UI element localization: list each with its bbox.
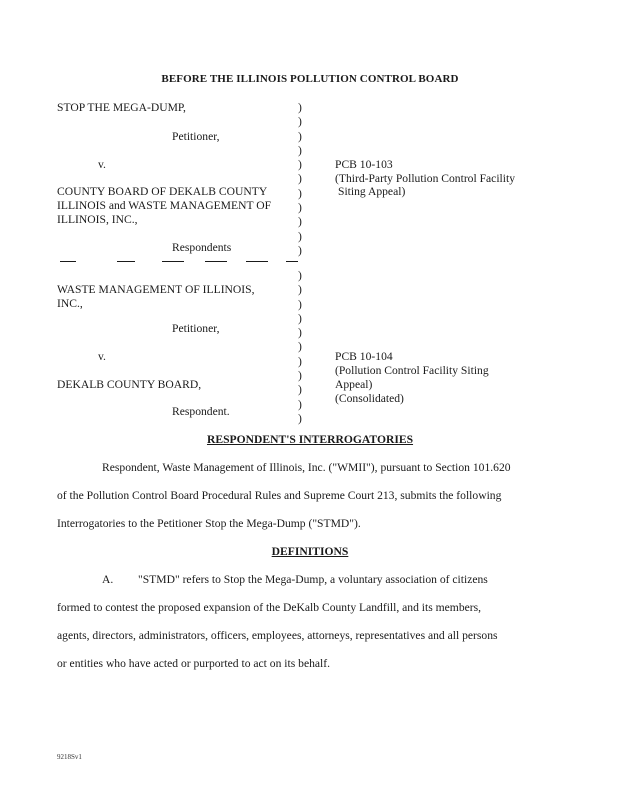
paren: )	[298, 101, 302, 114]
definition-a-line4: or entities who have acted or purported to act on its behalf.	[57, 657, 331, 670]
case2-description-line2: Appeal)	[335, 378, 373, 391]
definitions-heading: DEFINITIONS	[271, 545, 349, 558]
definition-a-line3: agents, directors, administrators, officers, employees, attorneys, representatives and all persons	[57, 629, 498, 642]
paren: )	[298, 283, 302, 297]
paren: )	[298, 411, 302, 425]
paren: )	[298, 326, 302, 340]
document-footer-id: 9218Sv1	[57, 753, 82, 761]
interrogatories-heading: RESPONDENT'S INTERROGATORIES	[206, 433, 414, 446]
case2-petitioner-role: Petitioner,	[172, 322, 220, 335]
case2-description-line1: (Pollution Control Facility Siting	[335, 364, 489, 377]
case2-number: PCB 10-104	[335, 350, 393, 363]
case1-respondent-role: Respondents	[172, 241, 232, 254]
case2-respondent: DEKALB COUNTY BOARD,	[57, 378, 202, 391]
paren: )	[298, 172, 302, 186]
case2-petitioner-line1: WASTE MANAGEMENT OF ILLINOIS,	[57, 283, 255, 296]
court-title: BEFORE THE ILLINOIS POLLUTION CONTROL BOARD	[161, 73, 459, 85]
case1-petitioner: STOP THE MEGA-DUMP,	[57, 101, 186, 114]
paren: )	[298, 215, 302, 229]
intro-line3: Interrogatories to the Petitioner Stop the Mega-Dump ("STMD").	[57, 517, 361, 530]
paren: )	[298, 143, 302, 157]
case1-respondent-line1: COUNTY BOARD OF DEKALB COUNTY	[57, 185, 268, 198]
intro-line1: Respondent, Waste Management of Illinois, Inc. ("WMII"), pursuant to Section 101.620	[102, 461, 511, 474]
caption-parentheses-case1	[298, 101, 306, 258]
caption-separator-dash	[60, 261, 76, 262]
paren: )	[298, 129, 302, 143]
caption-separator-dash	[162, 261, 184, 262]
caption-separator-dash	[117, 261, 135, 262]
paren: )	[298, 354, 302, 368]
case1-description-line2: Siting Appeal)	[338, 185, 406, 198]
paren: )	[298, 340, 302, 354]
case1-petitioner-role: Petitioner,	[172, 130, 220, 143]
paren: )	[298, 186, 302, 200]
caption-separator-dash	[246, 261, 268, 262]
caption-separator-dash	[286, 261, 298, 262]
paren: )	[298, 269, 302, 282]
paren: )	[298, 397, 302, 411]
paren: )	[298, 158, 302, 172]
case2-versus: v.	[98, 350, 106, 363]
case2-respondent-role: Respondent.	[172, 405, 230, 418]
paren: )	[298, 297, 302, 311]
definition-a-line2: formed to contest the proposed expansion of the DeKalb County Landfill, and its members,	[57, 601, 482, 614]
case2-petitioner-line2: INC.,	[57, 297, 83, 310]
case2-description-line3: (Consolidated)	[335, 392, 404, 405]
paren: )	[298, 383, 302, 397]
paren: )	[298, 201, 302, 215]
paren: )	[298, 115, 302, 129]
intro-line2: of the Pollution Control Board Procedural Rules and Supreme Court 213, submits the following	[57, 489, 502, 502]
definition-a-line1: "STMD" refers to Stop the Mega-Dump, a voluntary association of citizens	[138, 573, 488, 586]
paren: )	[298, 369, 302, 383]
case1-respondent-line3: ILLINOIS, INC.,	[57, 213, 138, 226]
case1-versus: v.	[98, 158, 106, 171]
case1-description-line1: (Third-Party Pollution Control Facility	[335, 172, 516, 185]
paren: )	[298, 229, 302, 243]
case1-number: PCB 10-103	[335, 158, 393, 171]
case1-respondent-line2: ILLINOIS and WASTE MANAGEMENT OF	[57, 199, 272, 212]
paren: )	[298, 243, 302, 257]
paren: )	[298, 311, 302, 325]
caption-parentheses-case2	[298, 269, 306, 426]
definition-a-label: A.	[102, 573, 114, 586]
caption-separator-dash	[205, 261, 227, 262]
